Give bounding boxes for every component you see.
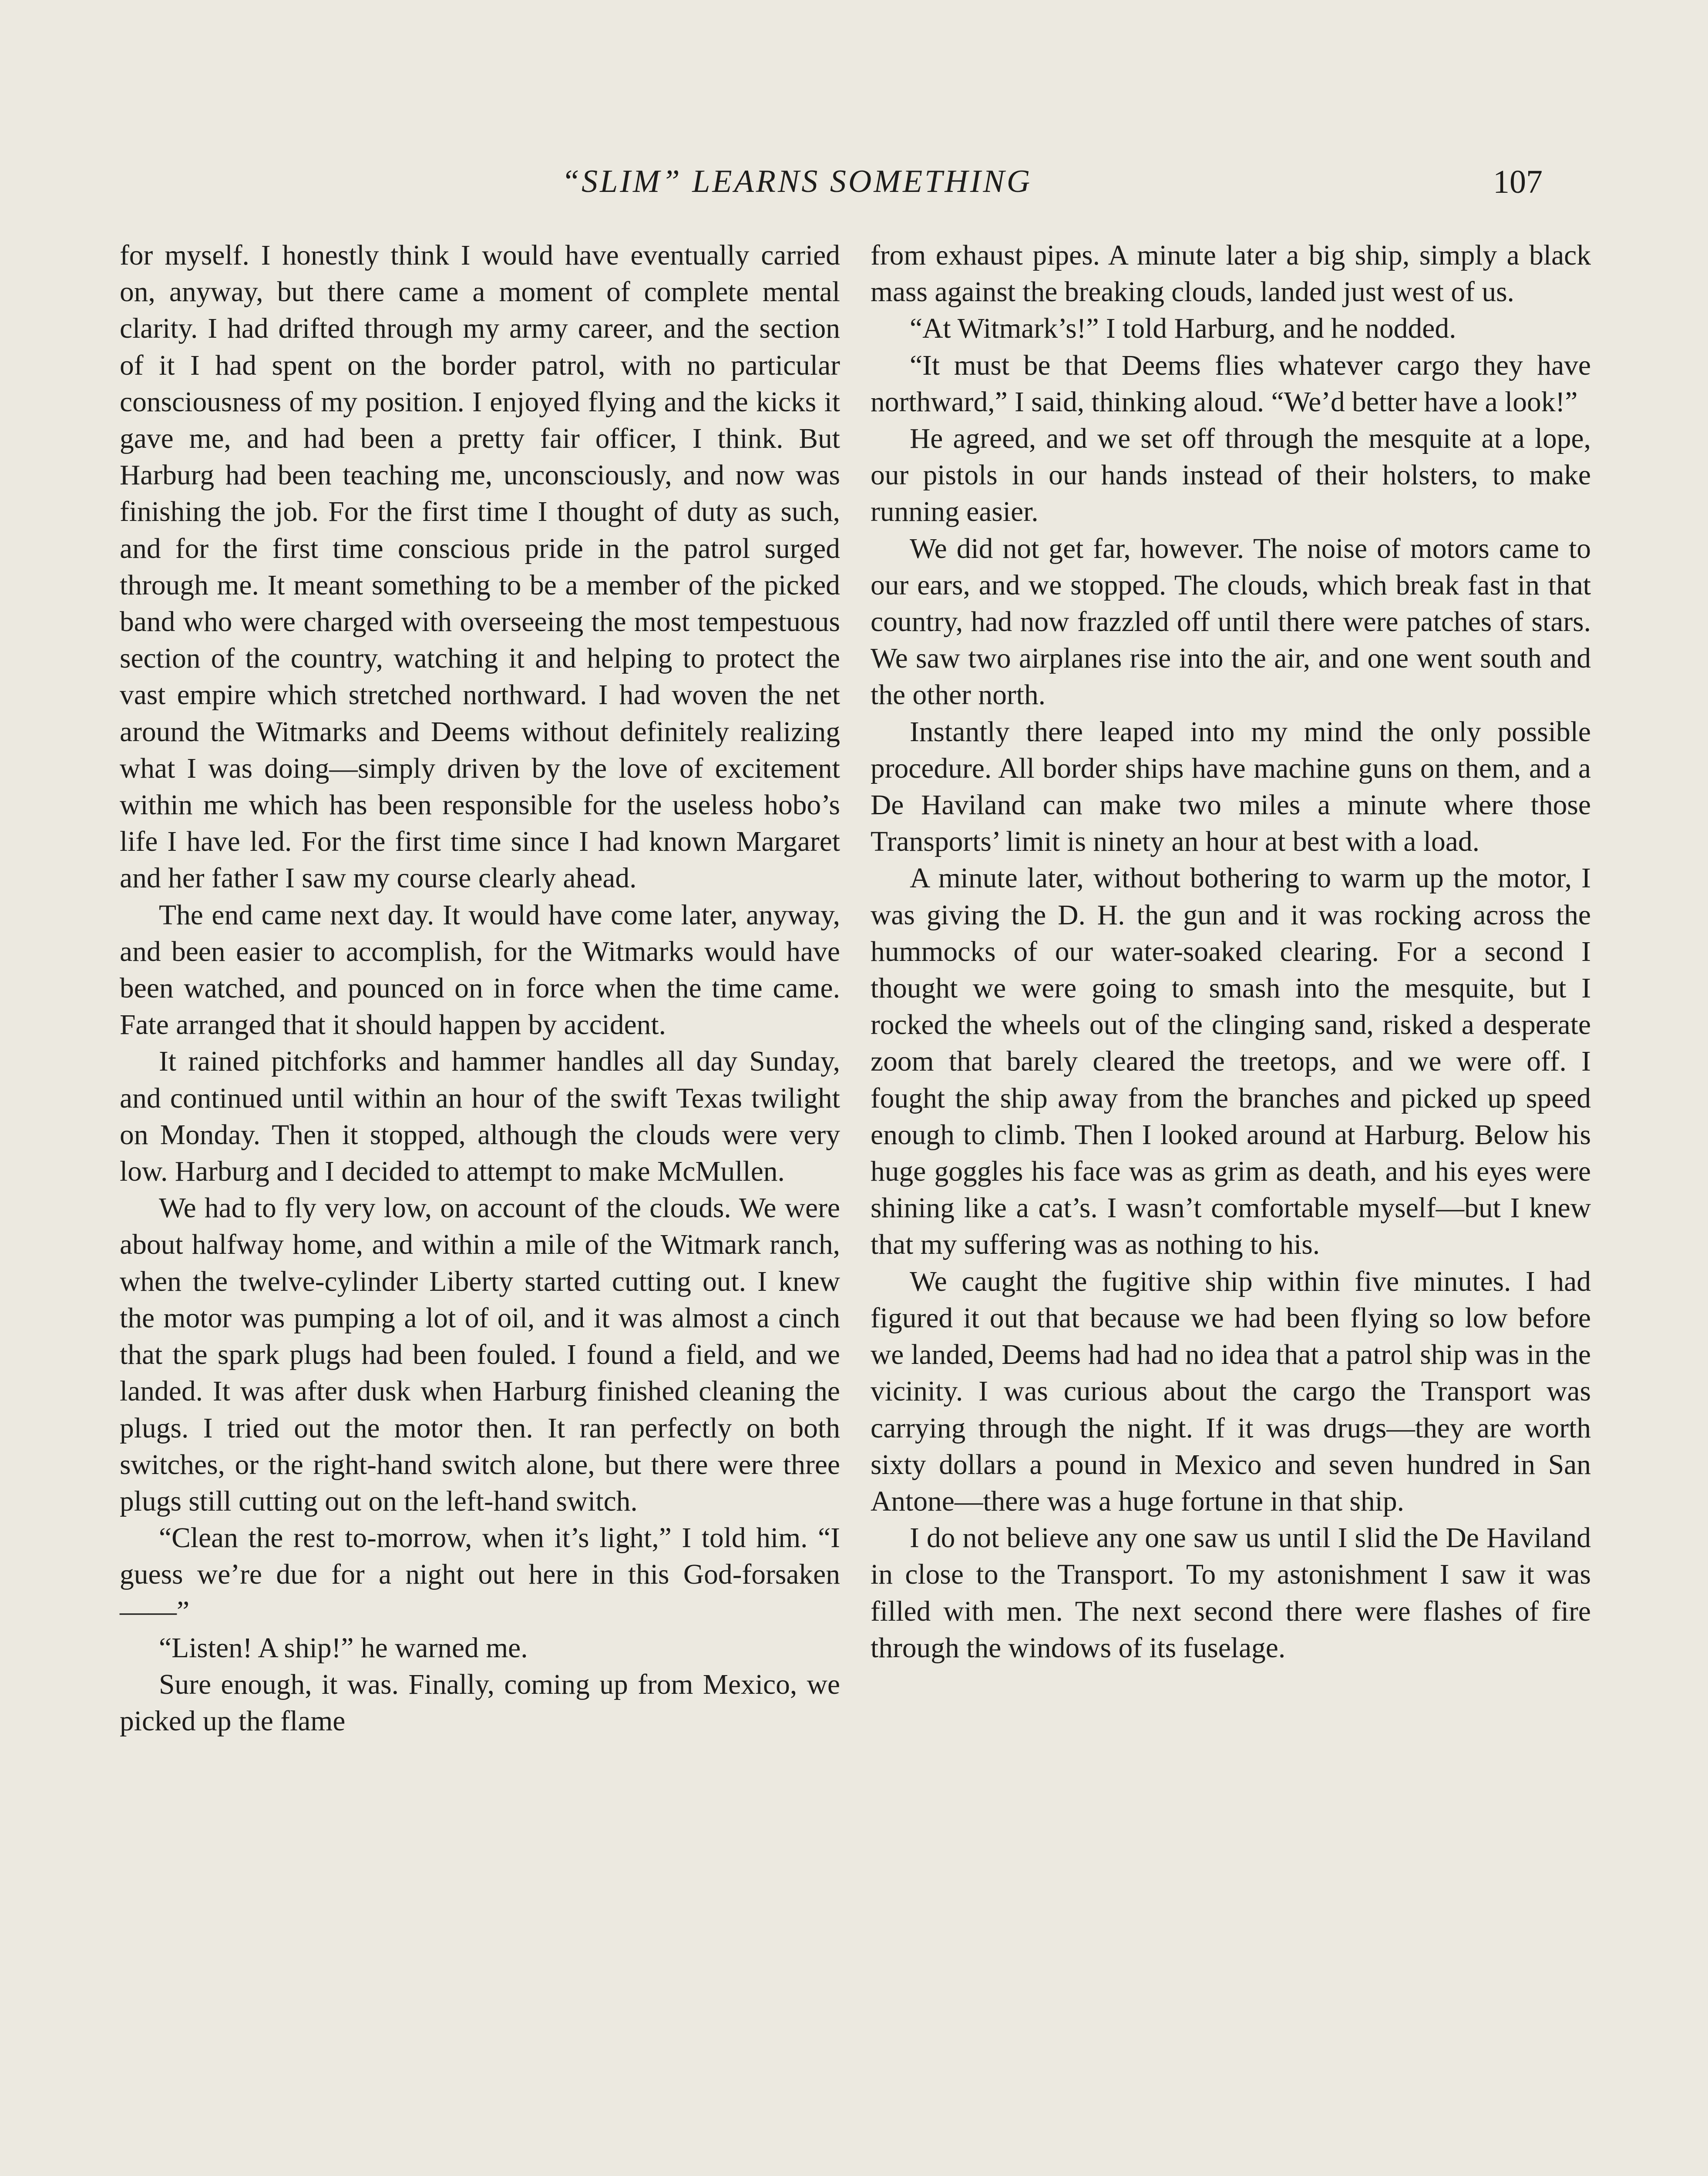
paragraph: “It must be that Deems flies whatever cargo they have northward,” I said, thinking aloud. “We’d better have a look!” xyxy=(871,349,1591,418)
paragraph: “At Witmark’s!” I told Harburg, and he nodded. xyxy=(910,313,1456,345)
paragraph: We did not get far, however. The noise of motors came to our ears, and we stopped. The clouds, which break fast in that country, had now frazzled off until there were patches of stars. We saw two airplanes rise into the air, and one went south and the other north. xyxy=(871,533,1591,711)
paragraph: for myself. I honestly think I would have eventually carried on, anyway, but there came a moment of complete mental clarity. I had drifted through my army career, and the section of it I had spent on the border patrol, with no particular consciousness of my position. I enjoyed flying and the kicks it gave me, and had been a pretty fair officer, I think. But Harburg had been teaching me, unconsciously, and now was finishing the job. For the first time I thought of duty as such, and for the first time conscious pride in the patrol surged through me. It meant something to be a member of the picked band who were charged with overseeing the most tempestuous section of the country, watching it and helping to protect the vast empire which stretched northward. I had woven the net around the Witmarks and Deems without definitely realizing what I was doing—simply driven by the love of excitement within me which has been responsible for the useless hobo’s life I have led. For the first time since I had known Margaret and her father I saw my course clearly ahead. xyxy=(120,240,840,894)
page-header xyxy=(0,163,1708,211)
page-number: 107 xyxy=(1493,164,1543,200)
right-column xyxy=(871,237,1591,1666)
paragraph: We had to fly very low, on account of the clouds. We were about halfway home, and within a mile of the Witmark ranch, when the twelve-cylinder Liberty started cutting out. I knew the motor was pumping a lot of oil, and it was almost a cinch that the spark plugs had been fouled. I found a field, and we landed. It was after dusk when Harburg finished cleaning the plugs. I tried out the motor then. It ran perfectly on both switches, or the right-hand switch alone, but there were three plugs still cutting out on the left-hand switch. xyxy=(120,1192,840,1517)
paragraph: We caught the fugitive ship within five minutes. I had figured it out that because we had been flying so low before we landed, Deems had had no idea that a patrol ship was in the vicinity. I was curious about the cargo the Transport was carrying through the night. If it was drugs—they are worth sixty dollars a pound in Mexico and seven hundred in San Antone—there was a huge fortune in that ship. xyxy=(871,1266,1591,1517)
paragraph: “Clean the rest to-morrow, when it’s light,” I told him. “I guess we’re due for a night out here in this God-forsaken——” xyxy=(120,1522,840,1627)
paragraph: from exhaust pipes. A minute later a big ship, simply a black mass against the breaking clouds, landed just west of us. xyxy=(871,240,1591,308)
left-column xyxy=(120,237,840,1739)
running-head: “SLIM” LEARNS SOMETHING xyxy=(561,164,1032,199)
paragraph: Sure enough, it was. Finally, coming up from Mexico, we picked up the flame xyxy=(120,1669,840,1737)
paragraph: A minute later, without bothering to warm up the motor, I was giving the D. H. the gun and it was rocking across the hummocks of our water-soaked clearing. For a second I thought we were going to smash into the mesquite, but I rocked the wheels out of the clinging sand, risked a desperate zoom that barely cleared the treetops, and we were off. I fought the ship away from the branches and picked up speed enough to climb. Then I looked around at Harburg. Below his huge goggles his face was as grim as death, and his eyes were shining like a cat’s. I wasn’t comfortable myself—but I knew that my suffering was as nothing to his. xyxy=(871,863,1591,1261)
paragraph: The end came next day. It would have come later, anyway, and been easier to accomplish, for the Witmarks would have been watched, and pounced on in force when the time came. Fate arranged that it should happen by accident. xyxy=(120,899,840,1041)
paragraph: “Listen! A ship!” he warned me. xyxy=(159,1632,528,1664)
paragraph: Instantly there leaped into my mind the only possible procedure. All border ships have machine guns on them, and a De Haviland can make two miles a minute where those Transports’ limit is ninety an hour at best with a load. xyxy=(871,716,1591,858)
paragraph: I do not believe any one saw us until I slid the De Haviland in close to the Transport. To my astonishment I saw it was filled with men. The next second there were flashes of fire through the windows of its fuselage. xyxy=(871,1522,1591,1664)
paragraph: He agreed, and we set off through the mesquite at a lope, our pistols in our hands instead of their holsters, to make running easier. xyxy=(871,423,1591,528)
paragraph: It rained pitchforks and hammer handles all day Sunday, and continued until within an hour of the swift Texas twilight on Monday. Then it stopped, although the clouds were very low. Harburg and I decided to attempt to make McMullen. xyxy=(120,1046,840,1188)
